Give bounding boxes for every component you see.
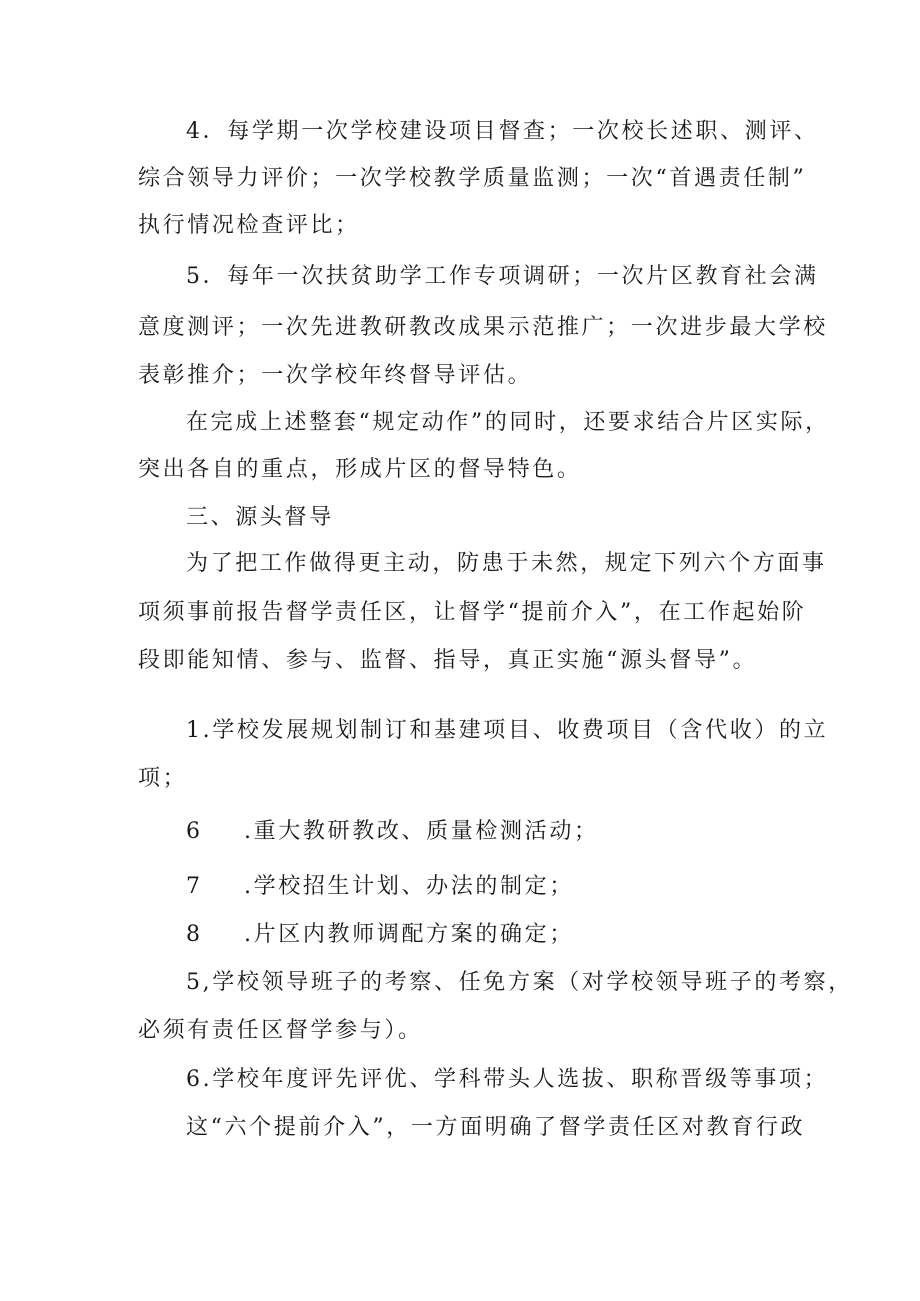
item-6b-line-1: 6.学校年度评先评优、学科带头人选拔、职称晋级等事项；	[186, 1067, 829, 1092]
paragraph-5-line-1: 5．每年一次扶贫助学工作专项调研；一次片区教育社会满	[186, 264, 819, 289]
item-8-text: .片区内教师调配方案的确定；	[244, 922, 574, 947]
item-5-line-2: 必须有责任区督学参与）。	[138, 1018, 423, 1043]
paragraph-5-line-3: 表彰推介；一次学校年终督导评估。	[138, 363, 533, 388]
summary-line-2: 突出各自的重点，形成片区的督导特色。	[138, 457, 582, 482]
section-3-heading: 三、源头督导	[186, 505, 334, 530]
item-5-line-1: 5,学校领导班子的考察、任免方案（对学校领导班子的考察，	[186, 970, 853, 995]
item-7-number: 7	[186, 874, 200, 899]
intro-line-1: 为了把工作做得更主动，防患于未然，规定下列六个方面事	[186, 551, 827, 576]
intro-line-3: 段即能知情、参与、监督、指导，真正实施“源头督导”。	[138, 648, 758, 673]
item-1-line-2: 项；	[138, 766, 188, 791]
item-6-text: .重大教研教改、质量检测活动；	[244, 819, 599, 844]
closing-line-1: 这“六个提前介入”，一方面明确了督学责任区对教育行政	[186, 1115, 806, 1140]
item-7-text: .学校招生计划、办法的制定；	[244, 874, 574, 899]
item-1-line-1: 1.学校发展规划制订和基建项目、收费项目（含代收）的立	[186, 718, 829, 743]
paragraph-4-line-1: 4．每学期一次学校建设项目督查；一次校长述职、测评、	[186, 119, 819, 144]
item-8-number: 8	[186, 922, 200, 947]
paragraph-5-line-2: 意度测评；一次先进教研教改成果示范推广；一次进步最大学校	[138, 315, 828, 340]
paragraph-4-line-2: 综合领导力评价；一次学校教学质量监测；一次“首遇责任制”	[138, 166, 807, 191]
intro-line-2: 项须事前报告督学责任区，让督学“提前介入”，在工作起始阶	[138, 600, 807, 625]
item-6-number: 6	[186, 819, 200, 844]
summary-line-1: 在完成上述整套“规定动作”的同时，还要求结合片区实际，	[186, 410, 830, 435]
paragraph-4-line-3: 执行情况检查评比；	[138, 213, 360, 238]
